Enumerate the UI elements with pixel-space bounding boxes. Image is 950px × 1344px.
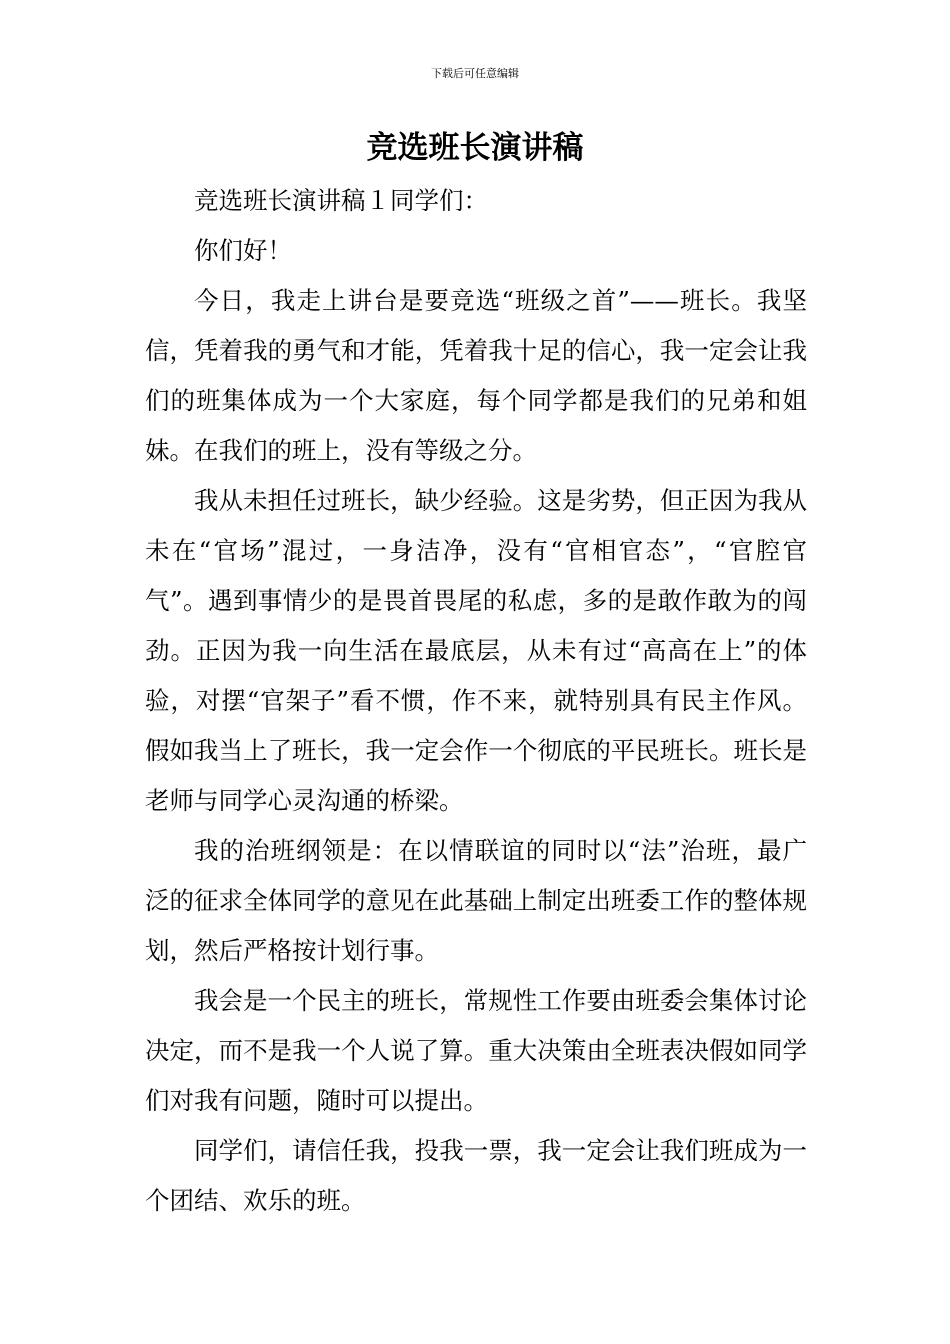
paragraph-democracy: 我会是一个民主的班长，常规性工作要由班委会集体讨论决定，而不是我一个人说了算。重大决策由全班表决假如同学们对我有问题，随时可以提出。 [145, 986, 807, 1115]
paragraph-experience: 我从未担任过班长，缺少经验。这是劣势，但正因为我从未在“官场”混过，一身洁净，没有“官相官态”，“官腔官气”。遇到事情少的是畏首畏尾的私虑，多的是敢作敢为的闯劲。正因为我一向生活在最底层，从未有过“高高在上”的体验，对摆“官架子”看不惯，作不来，就特别具有民主作风。假如我当上了班长，我一定会作一个彻底的平民班长。班长是老师与同学心灵沟通的桥梁。 [145, 486, 807, 815]
paragraph-closing: 同学们，请信任我，投我一票，我一定会让我们班成为一个团结、欢乐的班。 [145, 1136, 807, 1215]
paragraph-intro: 今日，我走上讲台是要竞选“班级之首”——班长。我坚信，凭着我的勇气和才能，凭着我十足的信心，我一定会让我们的班集体成为一个大家庭，每个同学都是我们的兄弟和姐妹。在我们的班上，没有等级之分。 [145, 286, 807, 465]
document-body [145, 176, 807, 1226]
header-note: 下载后可任意编辑 [431, 67, 519, 80]
document-title: 竞选班长演讲稿 [366, 130, 584, 166]
paragraph-greeting-line: 竞选班长演讲稿１同学们： [194, 186, 488, 215]
paragraph-hello: 你们好！ [194, 236, 292, 265]
paragraph-platform: 我的治班纲领是：在以情联谊的同时以“法”治班，最广泛的征求全体同学的意见在此基础上制定出班委工作的整体规划，然后严格按计划行事。 [145, 836, 807, 965]
